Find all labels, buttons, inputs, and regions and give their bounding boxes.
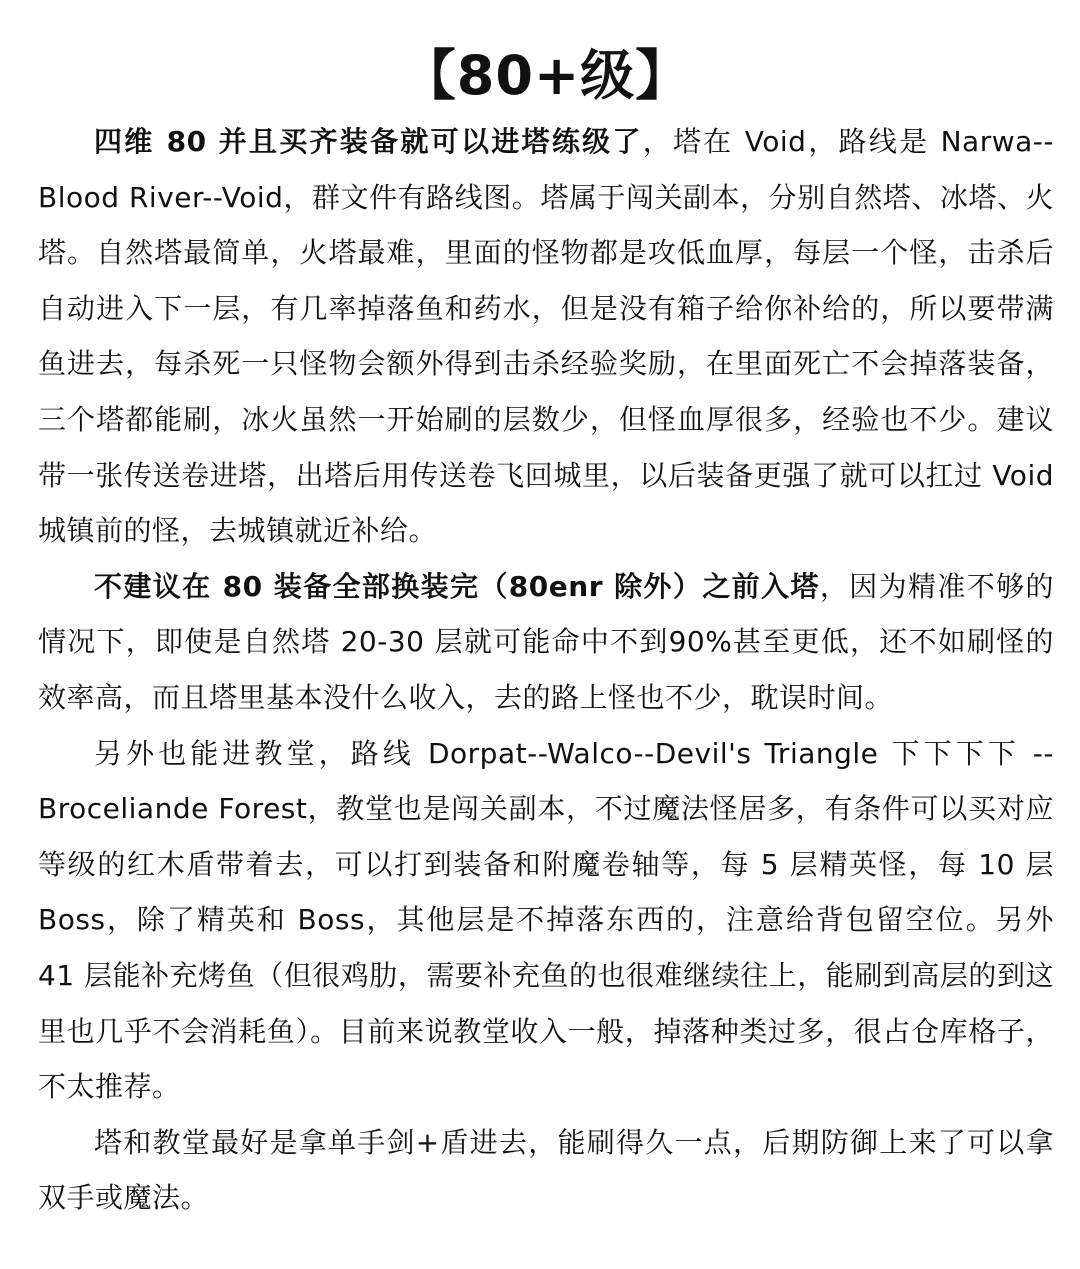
paragraph-tower-warning-text: ，因为精准不够的情况下，即使是自然塔 20-30 层就可能命中不到90%甚至更低，还不如刷怪的效率高，而且塔里基本没什么收入，去的路上怪也不少，耽误时间。 bbox=[38, 569, 1054, 714]
paragraph-church-text: 另外也能进教堂，路线 Dorpat--Walco--Devil's Triangle 下下下下 --Broceliande Forest，教堂也是闯关副本，不过魔法怪居多，有条件可以买对应等级的红木盾带着去，可以打到装备和附魔卷轴等，每 5 层精英怪，每 10 层 Boss，除了精英和 Boss，其他层是不掉落东西的，注意给背包留空位。另外 41 层能补充烤鱼（但很鸡肋，需要补充鱼的也很难继续往上，能刷到高层的到这里也几乎不会消耗鱼）。目前来说教堂收入一般，掉落种类过多，很占仓库格子，不太推荐。 bbox=[38, 736, 1054, 1104]
paragraph-tower bbox=[38, 114, 1054, 559]
page-title: 【80+级】 bbox=[401, 44, 691, 107]
paragraph-tower-warning bbox=[38, 559, 1054, 726]
paragraph-tower-emphasis: 四维 80 并且买齐装备就可以进塔练级了 bbox=[94, 125, 643, 158]
paragraph-tower-warning-emphasis: 不建议在 80 装备全部换装完（80enr 除外）之前入塔 bbox=[94, 569, 820, 603]
paragraph-tower-text: ，塔在 Void，路线是 Narwa--Blood River--Void，群文件有路线图。塔属于闯关副本，分别自然塔、冰塔、火塔。自然塔最简单，火塔最难，里面的怪物都是攻低血厚，每层一个怪，击杀后自动进入下一层，有几率掉落鱼和药水，但是没有箱子给你补给的，所以要带满鱼进去，每杀死一只怪物会额外得到击杀经验奖励，在里面死亡不会掉落装备，三个塔都能刷，冰火虽然一开始刷的层数少，但怪血厚很多，经验也不少。建议带一张传送卷进塔，出塔后用传送卷飞回城里，以后装备更强了就可以扛过 Void 城镇前的怪，去城镇就近补给。 bbox=[38, 125, 1054, 548]
paragraph-church bbox=[38, 726, 1054, 1115]
paragraph-weapon-tip-text: 塔和教堂最好是拿单手剑+盾进去，能刷得久一点，后期防御上来了可以拿双手或魔法。 bbox=[38, 1125, 1054, 1215]
paragraph-weapon-tip bbox=[38, 1115, 1054, 1226]
